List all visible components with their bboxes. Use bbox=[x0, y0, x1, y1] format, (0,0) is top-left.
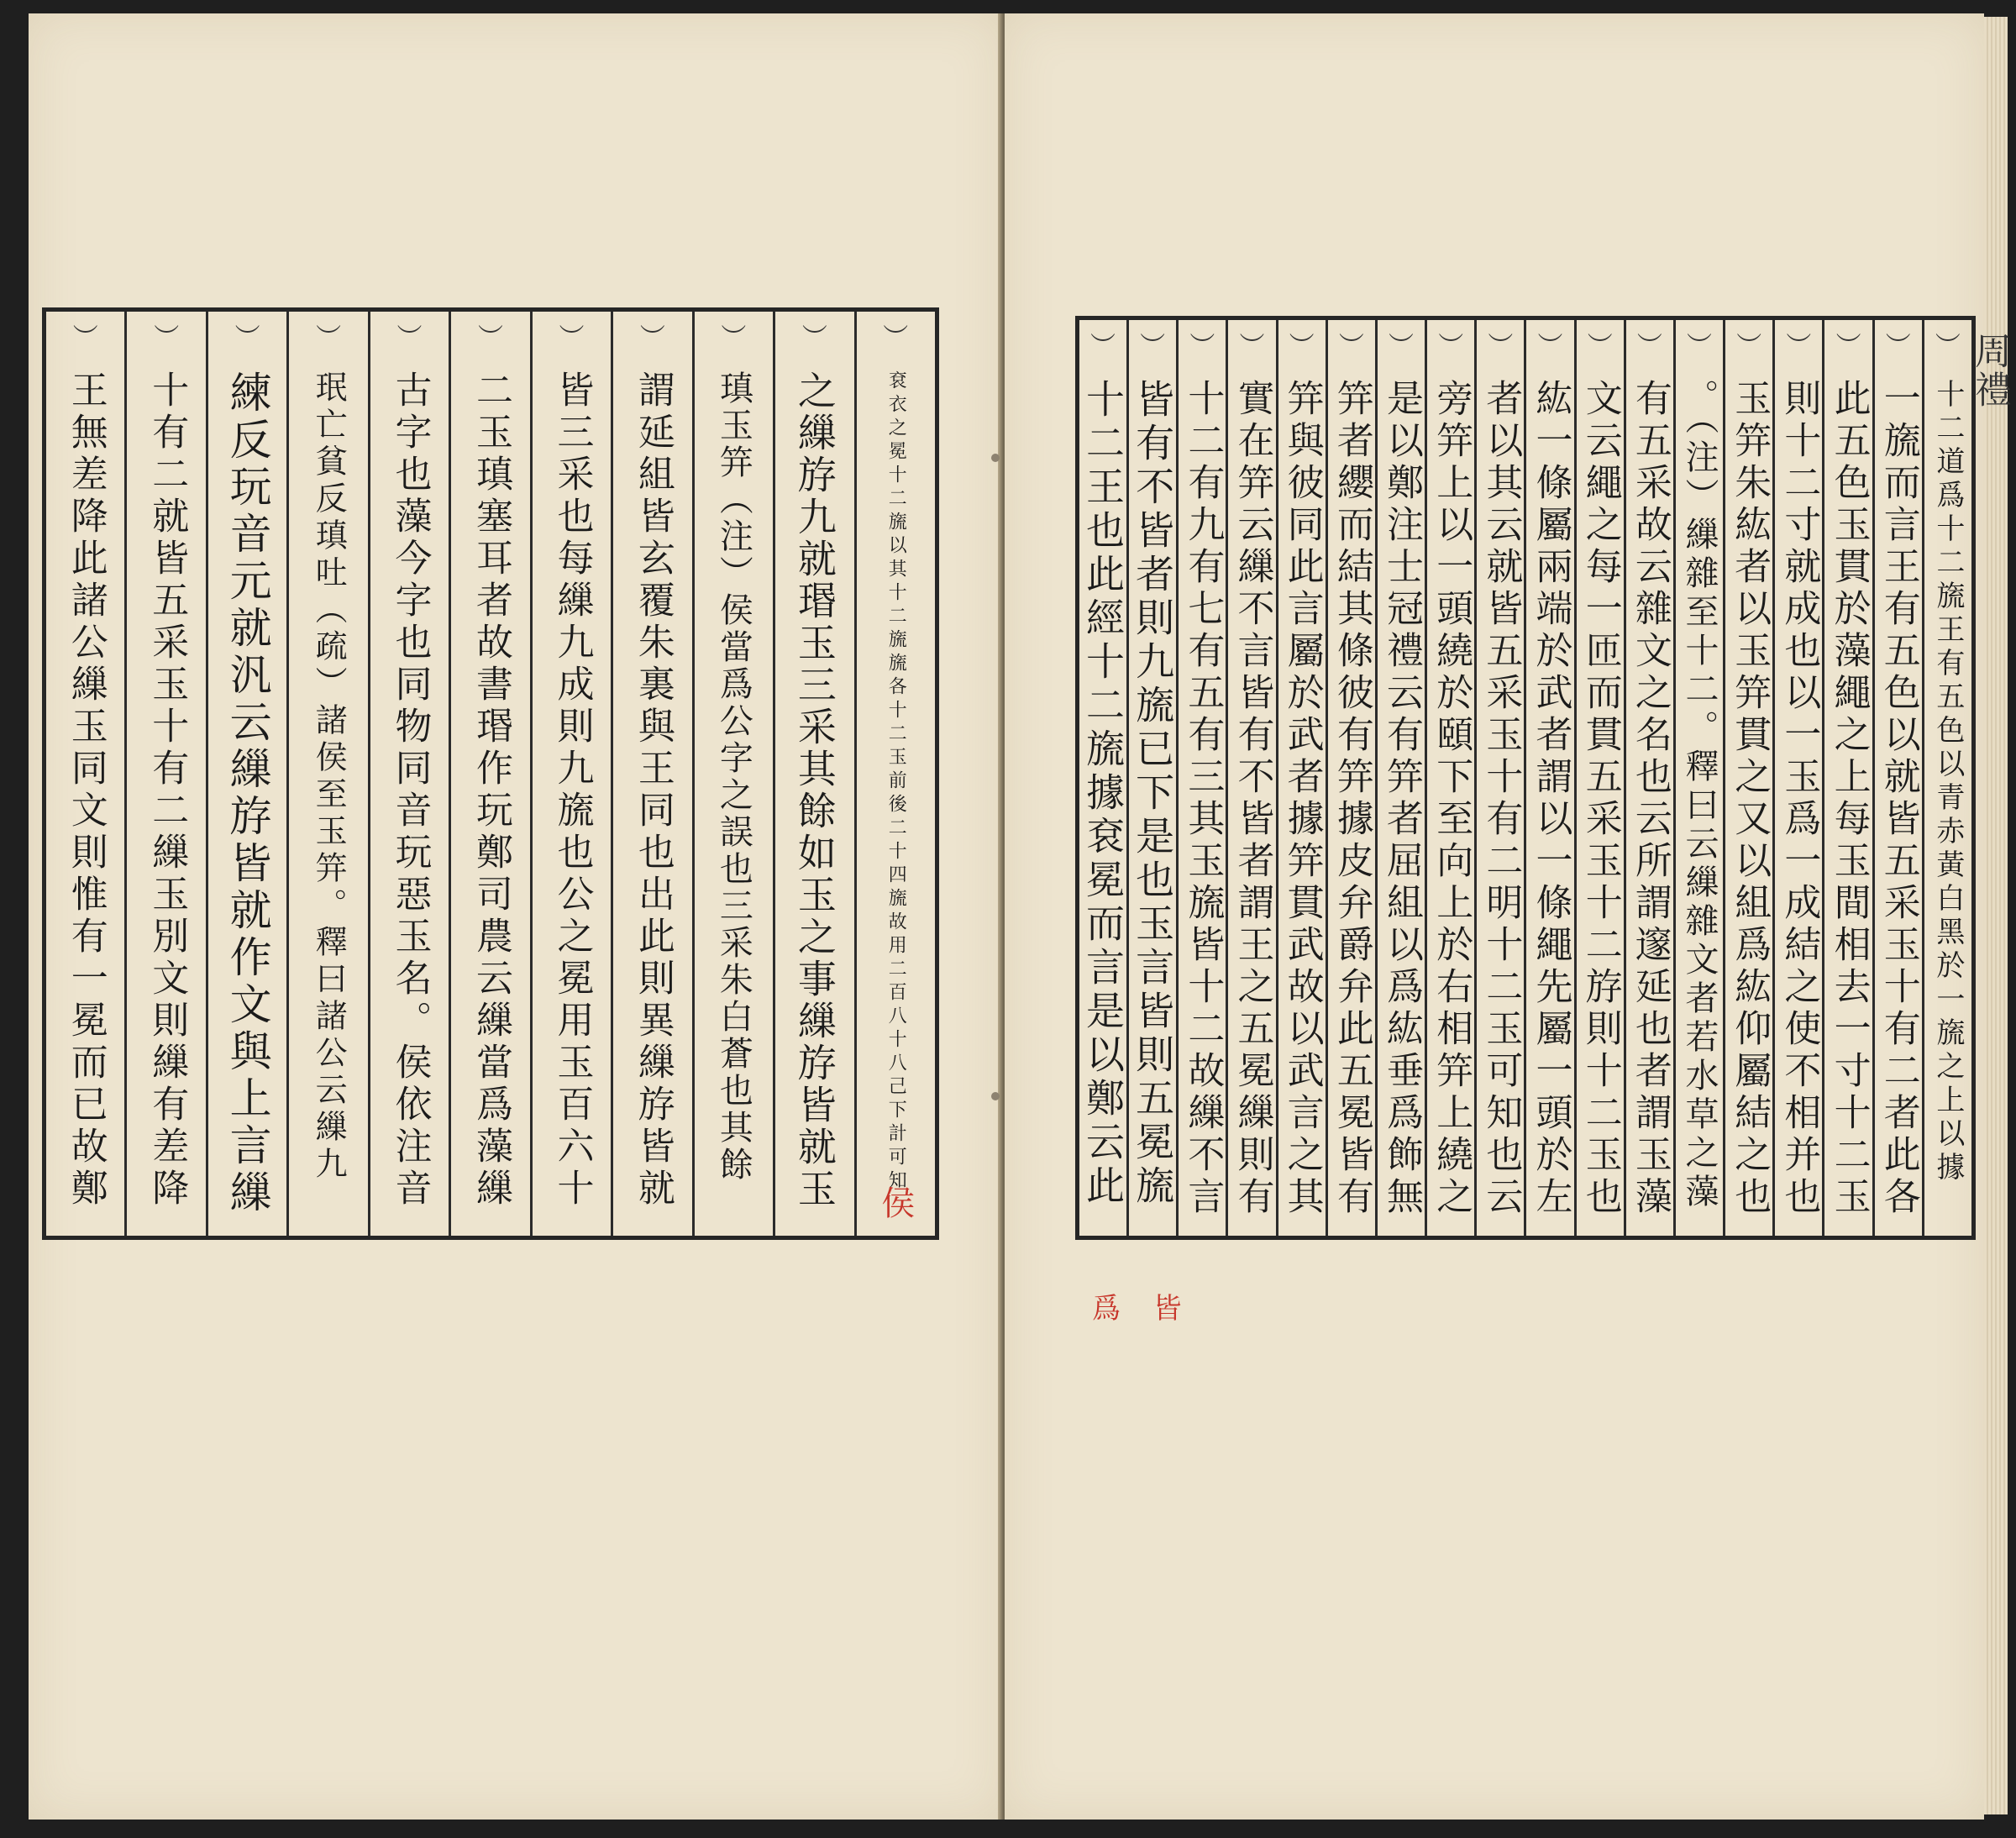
right-column-text: 者以其云就皆五采玉十有二明十二玉可知也云 bbox=[1479, 379, 1523, 1219]
right-column-text: 笄與彼同此言屬於武者據笄貫武故以武言之其 bbox=[1280, 379, 1324, 1219]
right-column-text: 實在笄云繅不言皆有不皆者謂王之五冕繅則有 bbox=[1231, 379, 1274, 1219]
fishtail-mark: ︶ bbox=[72, 323, 98, 353]
left-column bbox=[530, 312, 611, 1236]
left-column bbox=[854, 312, 935, 1236]
fishtail-mark: ︶ bbox=[1885, 332, 1911, 361]
fishtail-mark: ︶ bbox=[721, 323, 747, 353]
left-column-text: 袞衣之冕十二旒以其十二旒旒各十二玉前後二十四旒故用二百八十八己下計可知 bbox=[885, 370, 907, 1194]
right-column-text: 十二王也此經十二旒據袞冕而言是以鄭云此 bbox=[1079, 379, 1126, 1209]
left-column-text: 瑱玉笄（注）侯當爲公字之誤也三采朱白蒼也其餘 bbox=[714, 370, 753, 1184]
right-column bbox=[1574, 320, 1624, 1236]
right-column bbox=[1079, 320, 1126, 1236]
right-column bbox=[1922, 320, 1971, 1236]
right-column-text: 紘一條屬兩端於武者謂以一條繩先屬一頭於左 bbox=[1529, 379, 1572, 1219]
right-column bbox=[1375, 320, 1425, 1236]
right-column-text: 有五采故云雜文之名也云所謂邃延也者謂玉藻 bbox=[1628, 379, 1672, 1219]
left-column bbox=[206, 312, 286, 1236]
fishtail-mark: ︶ bbox=[1438, 332, 1464, 361]
right-column bbox=[1474, 320, 1524, 1236]
right-column-text: 一旒而言王有五色以就皆五采玉十有二者此各 bbox=[1877, 379, 1920, 1219]
fishtail-mark: ︶ bbox=[1189, 332, 1215, 361]
red-correction: 侯 bbox=[875, 1185, 915, 1219]
right-column-text: 皆有不皆者則九旒已下是也玉言皆則五冕旒 bbox=[1130, 379, 1176, 1209]
left-column bbox=[692, 312, 773, 1236]
fishtail-mark: ︶ bbox=[478, 323, 503, 353]
fishtail-mark: ︶ bbox=[1389, 332, 1415, 361]
right-column bbox=[1624, 320, 1673, 1236]
right-column-text: 此五色玉貫於藻繩之上每玉間相去一寸十二玉 bbox=[1827, 379, 1871, 1219]
right-column-text: 旁笄上以一頭繞於頤下至向上於右相笄上繞之 bbox=[1430, 379, 1473, 1219]
left-column-text: 二玉瑱塞耳者故書瑉作玩鄭司農云繅當爲藻繅 bbox=[470, 370, 512, 1210]
fishtail-mark: ︶ bbox=[1537, 332, 1563, 361]
right-column bbox=[1326, 320, 1375, 1236]
right-column bbox=[1126, 320, 1176, 1236]
left-text-block bbox=[42, 307, 939, 1240]
left-column-text: 十有二就皆五采玉十有二繅玉別文則繅有差降 bbox=[145, 370, 189, 1210]
binding-hole bbox=[991, 454, 1000, 462]
fishtail-mark: ︶ bbox=[883, 323, 909, 353]
binding-hole bbox=[991, 1092, 1000, 1100]
right-column bbox=[1822, 320, 1872, 1236]
fishtail-mark: ︶ bbox=[1140, 332, 1166, 361]
fishtail-mark: ︶ bbox=[801, 323, 827, 353]
fishtail-mark: ︶ bbox=[559, 323, 585, 353]
left-column bbox=[368, 312, 449, 1236]
left-column-text: 謂延組皆玄覆朱裏與王同也出此則異繅斿皆就 bbox=[631, 370, 675, 1210]
right-column bbox=[1176, 320, 1226, 1236]
fishtail-mark: ︶ bbox=[1687, 332, 1713, 361]
right-column bbox=[1673, 320, 1723, 1236]
left-column bbox=[124, 312, 205, 1236]
left-column-text: 王無差降此諸公繅玉同文則惟有一冕而已故鄭 bbox=[64, 370, 108, 1210]
fishtail-mark: ︶ bbox=[1587, 332, 1613, 361]
left-column bbox=[611, 312, 691, 1236]
right-column bbox=[1772, 320, 1822, 1236]
right-column-text: 玉笄朱紘者以玉笄貫之又以組爲紘仰屬結之也 bbox=[1728, 379, 1772, 1219]
left-column bbox=[773, 312, 853, 1236]
right-column-text: 十二有九有七有五有三其玉旒皆十二故繅不言 bbox=[1181, 379, 1225, 1219]
fishtail-mark: ︶ bbox=[1835, 332, 1861, 361]
right-column bbox=[1425, 320, 1474, 1236]
right-column-text: 文云繩之每一匝而貫五采玉十二斿則十二玉也 bbox=[1578, 379, 1622, 1219]
right-column bbox=[1226, 320, 1275, 1236]
fishtail-mark: ︶ bbox=[234, 323, 260, 353]
right-column-text: 是以鄭注士冠禮云有笄者屈組以爲紘垂爲飾無 bbox=[1380, 379, 1424, 1219]
left-column bbox=[286, 312, 367, 1236]
left-column-text: 之繅斿九就瑉玉三采其餘如玉之事繅斿皆就玉 bbox=[791, 370, 837, 1210]
fishtail-mark: ︶ bbox=[1089, 332, 1116, 361]
fishtail-mark: ︶ bbox=[1786, 332, 1812, 361]
left-column-text: 練反玩音元就汎云繅斿皆就作文與上言繅 bbox=[223, 370, 272, 1217]
right-column-text: 則十二寸就成也以一玉爲一成結之使不相并也 bbox=[1777, 379, 1821, 1219]
fishtail-mark: ︶ bbox=[1636, 332, 1662, 361]
right-text-block bbox=[1075, 316, 1976, 1240]
fishtail-mark: ︶ bbox=[639, 323, 665, 353]
fishtail-mark: ︶ bbox=[396, 323, 423, 353]
fishtail-mark: ︶ bbox=[1338, 332, 1364, 361]
fishtail-mark: ︶ bbox=[316, 323, 342, 353]
fishtail-mark: ︶ bbox=[1289, 332, 1315, 361]
right-column bbox=[1524, 320, 1573, 1236]
left-column bbox=[46, 312, 124, 1236]
right-column bbox=[1723, 320, 1772, 1236]
red-annotation: 爲 皆 bbox=[1092, 1292, 1194, 1326]
right-column bbox=[1276, 320, 1326, 1236]
left-column-text: 皆三采也每繅九成則九旒也公之冕用玉百六十 bbox=[550, 370, 594, 1210]
left-column-text: 古字也藻今字也同物同音玩惡玉名。侯依注音 bbox=[388, 370, 432, 1210]
fishtail-mark: ︶ bbox=[1488, 332, 1514, 361]
fishtail-mark: ︶ bbox=[1935, 332, 1961, 361]
fishtail-mark: ︶ bbox=[1736, 332, 1762, 361]
left-column-text: 珉亡貧反瑱吐（疏）諸侯至玉笄。釋曰諸公云繅九 bbox=[310, 370, 348, 1184]
page-edges bbox=[1984, 17, 2008, 1814]
right-column-text: 笄者纓而結其條彼有笄據皮弁爵弁此五冕皆有 bbox=[1330, 379, 1373, 1219]
fishtail-mark: ︶ bbox=[154, 323, 180, 353]
fishtail-mark: ︶ bbox=[1239, 332, 1265, 361]
right-column-text: 。（注）繅雜至十二。釋曰云繅雜文者若水草之藻 bbox=[1680, 379, 1719, 1212]
left-column bbox=[449, 312, 529, 1236]
right-column bbox=[1872, 320, 1922, 1236]
chapter-label: 周禮 bbox=[1968, 332, 2011, 409]
right-column-text: 十二道爲十二旒王有五色以青赤黃白黑於一旒之上以據 bbox=[1930, 379, 1965, 1185]
